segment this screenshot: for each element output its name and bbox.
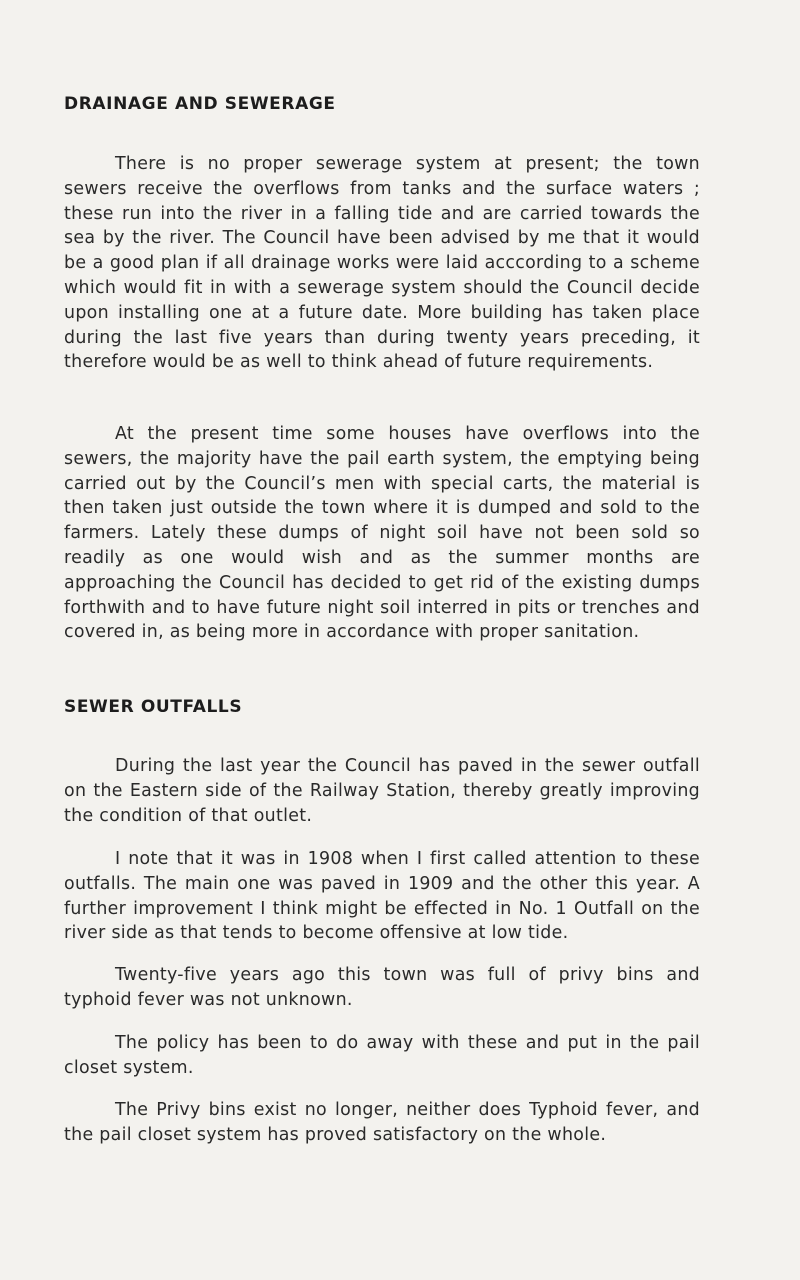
- paragraph: During the last year the Council has paved in the sewer outfall on the Eastern side of the Railway Station, thereby greatly improving the condition of that outlet.: [64, 756, 700, 826]
- paragraph: At the present time some houses have overflows into the sewers, the majority have the pail earth system, the emptying being carried out by the Council’s men with special carts, the material is then taken just outside the town where it is dumped and sold to the farmers. Lately these dumps of night soil have not been sold so readily as one would wish and as the summer months are approaching the Council has decided to get rid of the existing dumps forthwith and to have future night soil interred in pits or trenches and covered in, as being more in accordance with proper sanitation.: [64, 424, 700, 643]
- paragraph: There is no proper sewerage system at present; the town sewers receive the overflows from tanks and the surface waters ; these run into the river in a falling tide and are carried towards the sea by the river. The Council have been advised by me that it would be a good plan if all drainage works were laid acccording to a scheme which would fit in with a sewerage system should the Council decide upon installing one at a future date. More building has taken place during the last five years than during twenty years preceding, it therefore would be as well to think ahead of future requirements.: [64, 154, 700, 373]
- section-heading-sewer-outfalls: SEWER OUTFALLS: [64, 697, 243, 717]
- paragraph: Twenty-five years ago this town was full of privy bins and typhoid fever was not unknown.: [64, 965, 700, 1010]
- paragraph: I note that it was in 1908 when I first called attention to these outfalls. The main one was paved in 1909 and the other this year. A further improvement I think might be effected in No. 1 Outfall on the river side as that tends to become offensive at low tide.: [64, 849, 700, 944]
- section-heading-drainage: DRAINAGE AND SEWERAGE: [64, 94, 336, 114]
- paragraph: The policy has been to do away with these and put in the pail closet system.: [64, 1033, 700, 1078]
- paragraph: The Privy bins exist no longer, neither does Typhoid fever, and the pail closet system has proved satisfactory on the whole.: [64, 1100, 700, 1145]
